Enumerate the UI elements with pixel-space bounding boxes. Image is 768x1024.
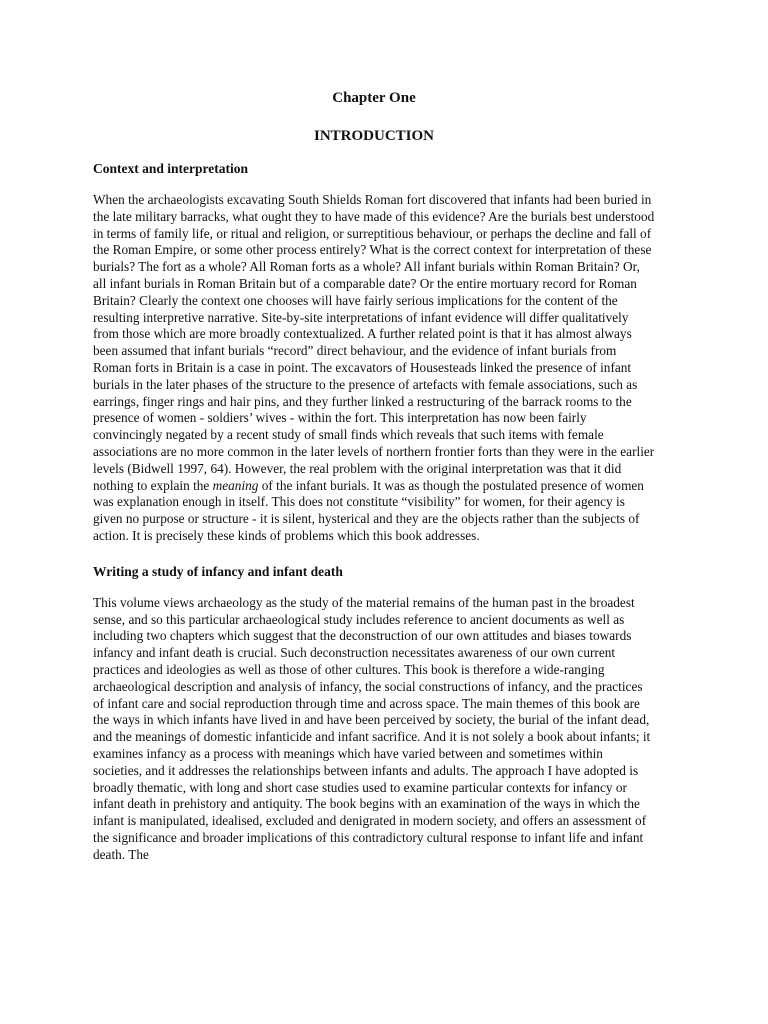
chapter-label: Chapter One bbox=[332, 90, 416, 106]
paragraph-context bbox=[93, 192, 655, 545]
paragraph-context-part-b: of the infant burials. It was as though the postulated presence of women was explanation enough in itself. This does not constitute “visibility” for women, for their agency is given no purpose or structure - it is silent, hysterical and they are the objects rather than the subjects of action. It is precisely these kinds of problems which this book addresses. bbox=[93, 477, 644, 543]
section-heading-context: Context and interpretation bbox=[93, 161, 248, 176]
paragraph-context-emphasis: meaning bbox=[212, 477, 259, 493]
chapter-title: INTRODUCTION bbox=[313, 128, 434, 144]
paragraph-context-part-a: When the archaeologists excavating South Shields Roman fort discovered that infants had been buried in the late military barracks, what ought they to have made of this evidence? Are the burials best understood in terms of family life, or ritual and religion, or surreptitious behaviour, or perhaps the decline and fall of the Roman Empire, or some other process entirely? What is the correct context for interpretation of these burials? The fort as a whole? All Roman forts as a whole? All infant burials within Roman Britain? Or, all infant burials in Roman Britain but of a comparable date? Or the entire mortuary record for Roman Britain? Clearly the context one chooses will have fairly serious implications for the content of the resulting interpretive narrative. Site-by-site interpretations of infant evidence will differ qualitatively from those which are more broadly contextualized. A further related point is that it has almost always been assumed that infant burials “record” direct behaviour, and the evidence of infant burials from Roman forts in Britain is a case in point. The excavators of Housesteads linked the presence of infant burials in the later phases of the structure to the presence of artefacts with female associations, such as earrings, finger rings and hair pins, and they further linked a restructuring of the barrack rooms to the presence of women - soldiers’ wives - within the fort. This interpretation has now been fairly convincingly negated by a recent study of small finds which reveals that such items with female associations are no more common in the later levels of northern frontier forts than they were in the earlier levels (Bidwell 1997, 64). However, the real problem with the original interpretation was that it did nothing to explain the bbox=[93, 192, 655, 493]
document-page bbox=[93, 86, 655, 881]
section-heading-writing: Writing a study of infancy and infant death bbox=[93, 563, 343, 579]
paragraph-writing: This volume views archaeology as the study of the material remains of the human past in the broadest sense, and so this particular archaeological study includes reference to ancient documents as well as including two chapters which suggest that the deconstruction of our own attitudes and biases towards infancy and infant death is crucial. Such deconstruction necessitates awareness of our own current practices and ideologies as well as those of other cultures. This book is therefore a wide-ranging archaeological description and analysis of infancy, the social constructions of infancy, and the practices of infant care and social reproduction through time and across space. The main themes of this book are the ways in which infants have lived in and have been perceived by society, the burial of the infant dead, and the meanings of domestic infanticide and infant sacrifice. And it is not solely a book about infants; it examines infancy as a process with meanings which have varied between and sometimes within societies, and it addresses the relationships between infants and adults. The approach I have adopted is broadly thematic, with long and short case studies used to examine particular contexts for infancy or infant death in prehistory and antiquity. The book begins with an examination of the ways in which the infant is manipulated, idealised, excluded and denigrated in modern society, and offers an assessment of the significance and broader implications of this contradictory cultural response to infant life and infant death. The bbox=[93, 594, 651, 862]
